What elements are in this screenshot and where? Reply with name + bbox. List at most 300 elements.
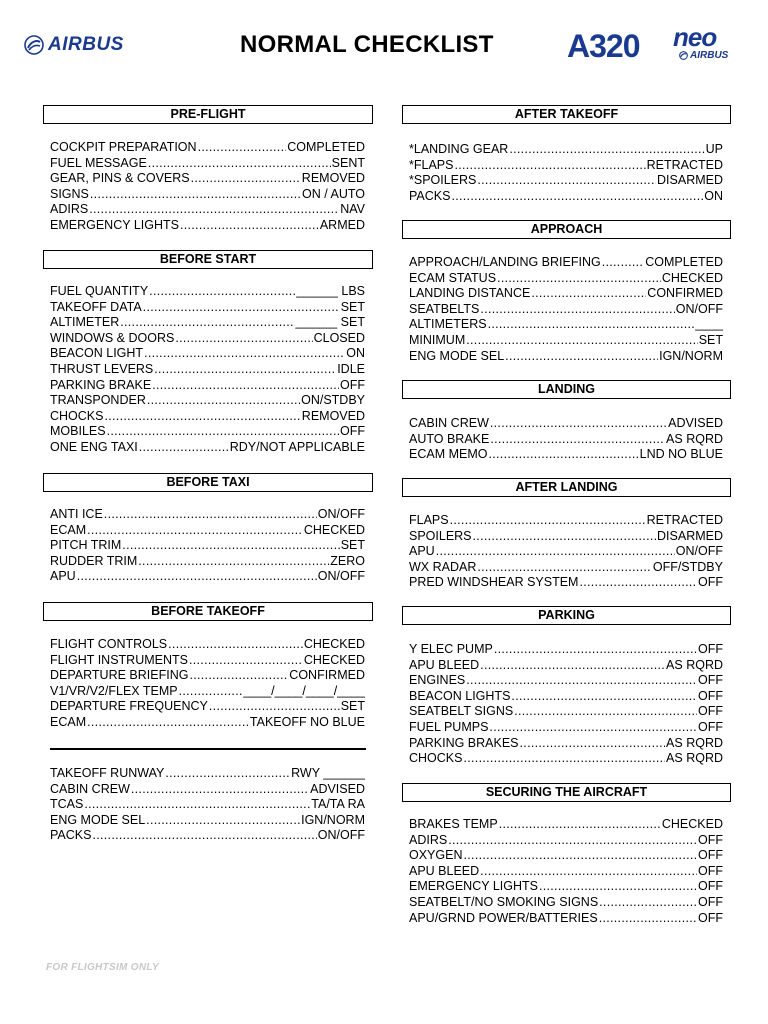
checklist-item <box>50 331 365 347</box>
checklist-item <box>409 879 723 895</box>
leader-dots <box>154 362 336 378</box>
item-label: ECAM <box>50 522 87 537</box>
section-list-before-start <box>50 284 365 456</box>
item-value: ON/STDBY <box>301 393 365 408</box>
item-label: ALTIMETERS <box>409 317 487 332</box>
item-label: CHOCKS <box>409 751 463 766</box>
a320neo-logo <box>567 22 737 68</box>
item-value: CHECKED <box>303 522 365 537</box>
item-value: TAKEOFF NO BLUE <box>249 714 365 729</box>
item-label: WINDOWS & DOORS <box>50 330 175 345</box>
item-label: TRANSPONDER <box>50 393 146 408</box>
model-brand <box>679 50 728 61</box>
item-value: ON/OFF <box>317 828 365 843</box>
leader-dots <box>477 173 656 189</box>
item-value: CONFIRMED <box>289 668 365 683</box>
airbus-swirl-icon <box>24 35 44 55</box>
item-value: IGN/NORM <box>659 348 723 363</box>
item-label: ENGINES <box>409 673 466 688</box>
section-title-securing: SECURING THE AIRCRAFT <box>402 783 731 802</box>
leader-dots <box>84 797 310 813</box>
leader-dots <box>180 218 319 234</box>
item-label: ECAM MEMO <box>409 447 488 462</box>
leader-dots <box>168 637 303 653</box>
item-value: RETRACTED <box>646 157 723 172</box>
leader-dots <box>489 720 697 736</box>
leader-dots <box>497 271 661 287</box>
item-label: AUTO BRAKE <box>409 431 490 446</box>
item-label: RUDDER TRIM <box>50 553 138 568</box>
checklist-item <box>50 202 365 218</box>
checklist-item <box>50 378 365 394</box>
leader-dots <box>511 689 697 705</box>
checklist-item <box>50 813 365 829</box>
item-label: APU <box>409 544 435 559</box>
checklist-item <box>409 416 723 432</box>
page-title: NORMAL CHECKLIST <box>240 31 494 58</box>
footer-note: FOR FLIGHTSIM ONLY <box>46 962 159 973</box>
checklist-item <box>409 189 723 205</box>
item-label: BRAKES TEMP <box>409 817 498 831</box>
item-label: EMERGENCY LIGHTS <box>409 879 538 894</box>
leader-dots <box>146 813 300 829</box>
leader-dots <box>148 156 331 172</box>
item-label: BEACON LIGHTS <box>409 688 511 703</box>
checklist-item <box>50 284 365 300</box>
leader-dots <box>152 378 339 394</box>
item-value: OFF <box>698 832 723 847</box>
item-label: ECAM STATUS <box>409 270 497 285</box>
item-label: APPROACH/LANDING BRIEFING <box>409 255 601 269</box>
item-label: TAKEOFF RUNWAY <box>50 766 165 780</box>
leader-dots <box>490 416 667 432</box>
item-value: OFF <box>340 377 365 392</box>
section-title-after-takeoff: AFTER TAKEOFF <box>402 105 731 124</box>
checklist-item <box>409 833 723 849</box>
item-value: ______ LBS <box>296 284 365 298</box>
item-value: OFF <box>698 719 723 734</box>
item-value: ON/OFF <box>675 544 723 559</box>
item-value: ON/OFF <box>675 301 723 316</box>
item-value: RDY/NOT APPLICABLE <box>229 439 365 454</box>
checklist-item <box>50 424 365 440</box>
airbus-wordmark: AIRBUS <box>48 34 124 55</box>
item-value: ON / AUTO <box>302 186 365 201</box>
checklist-item <box>409 158 723 174</box>
item-label: MINIMUM <box>409 332 466 347</box>
checklist-item <box>50 218 365 234</box>
section-title-before-takeoff: BEFORE TAKEOFF <box>43 602 373 621</box>
item-value: CHECKED <box>303 652 365 667</box>
checklist-item <box>409 673 723 689</box>
leader-dots <box>466 673 697 689</box>
section-list-before-takeoff <box>50 637 365 731</box>
checklist-item <box>409 560 723 576</box>
item-value: OFF <box>698 894 723 909</box>
checklist-item <box>409 751 723 767</box>
item-label: FUEL MESSAGE <box>50 155 147 170</box>
item-label: PARKING BRAKES <box>409 735 519 750</box>
item-label: DEPARTURE BRIEFING <box>50 668 189 683</box>
item-label: THRUST LEVERS <box>50 361 154 376</box>
checklist-item <box>409 544 723 560</box>
item-label: FLAPS <box>409 513 449 527</box>
item-value: OFF <box>698 848 723 863</box>
leader-dots <box>122 538 339 554</box>
leader-dots <box>520 736 666 752</box>
leader-dots <box>149 284 295 300</box>
item-label: FLIGHT INSTRUMENTS <box>50 652 188 667</box>
leader-dots <box>451 189 703 205</box>
item-label: EMERGENCY LIGHTS <box>50 217 179 232</box>
leader-dots <box>463 751 665 767</box>
leader-dots <box>509 142 704 158</box>
item-value: CHECKED <box>661 270 723 285</box>
item-label: APU <box>50 569 76 584</box>
item-value: RETRACTED <box>646 513 723 527</box>
item-value: NAV <box>340 202 365 217</box>
checklist-item <box>409 271 723 287</box>
leader-dots <box>179 684 243 700</box>
checklist-item <box>409 349 723 365</box>
item-label: ENG MODE SEL <box>50 812 146 827</box>
item-label: DEPARTURE FREQUENCY <box>50 699 208 714</box>
item-value: OFF <box>698 910 723 925</box>
checklist-item <box>409 173 723 189</box>
item-label: APU BLEED <box>409 863 480 878</box>
leader-dots <box>89 202 339 218</box>
checklist-item <box>409 447 723 463</box>
item-value: ADVISED <box>310 781 365 796</box>
item-value: OFF <box>698 863 723 878</box>
checklist-item <box>50 653 365 669</box>
item-label: V1/VR/V2/FLEX TEMP <box>50 683 178 698</box>
item-value: ______ SET <box>295 315 365 330</box>
section-list-after-takeoff <box>409 142 723 204</box>
item-label: SEATBELT/NO SMOKING SIGNS <box>409 894 599 909</box>
leader-dots <box>191 171 301 187</box>
checklist-item <box>50 346 365 362</box>
section-title-before-start: BEFORE START <box>43 250 373 269</box>
item-label: PACKS <box>50 828 92 843</box>
checklist-item <box>409 704 723 720</box>
item-value: AS RQRD <box>666 657 723 672</box>
leader-dots <box>165 766 290 782</box>
item-value: AS RQRD <box>666 751 723 766</box>
section-title-parking: PARKING <box>402 606 731 625</box>
leader-dots <box>104 409 300 425</box>
item-label: FUEL PUMPS <box>409 719 489 734</box>
item-label: PACKS <box>409 188 451 203</box>
item-value: SET <box>340 699 365 714</box>
item-value: DISARMED <box>657 173 723 188</box>
item-value: OFF <box>698 642 723 656</box>
item-label: ALTIMETER <box>50 315 120 330</box>
item-label: ANTI ICE <box>50 507 103 521</box>
checklist-item <box>409 817 723 833</box>
item-label: CABIN CREW <box>50 781 130 796</box>
item-label: FUEL QUANTITY <box>50 284 149 298</box>
checklist-item <box>50 637 365 653</box>
checklist-item <box>50 393 365 409</box>
item-label: PITCH TRIM <box>50 538 122 553</box>
item-value: TA/TA RA <box>311 797 365 812</box>
checklist-item <box>50 507 365 523</box>
leader-dots <box>139 440 229 456</box>
item-label: OXYGEN <box>409 848 463 863</box>
leader-dots <box>77 569 317 585</box>
checklist-item <box>409 529 723 545</box>
checklist-item <box>50 523 365 539</box>
leader-dots <box>143 300 340 316</box>
item-value: SET <box>340 299 365 314</box>
item-label: LANDING DISTANCE <box>409 286 531 301</box>
checklist-item <box>50 569 365 585</box>
checklist-item <box>50 140 365 156</box>
item-label: TCAS <box>50 797 84 812</box>
item-value: AS RQRD <box>666 735 723 750</box>
section-title-landing: LANDING <box>402 380 731 399</box>
item-label: *SPOILERS <box>409 173 477 188</box>
checklist-item <box>50 300 365 316</box>
leader-dots <box>436 544 675 560</box>
leader-dots <box>189 668 288 684</box>
item-value: CONFIRMED <box>647 286 723 301</box>
section-title-after-landing: AFTER LANDING <box>402 478 731 497</box>
section-list-parking <box>409 642 723 767</box>
checklist-item <box>50 684 365 700</box>
section-list-securing <box>409 817 723 926</box>
leader-dots <box>198 140 287 156</box>
item-value: ARMED <box>319 217 365 232</box>
checklist-item <box>50 828 365 844</box>
item-label: SIGNS <box>50 186 89 201</box>
checklist-item <box>50 797 365 813</box>
leader-dots <box>477 560 651 576</box>
item-value: ON/OFF <box>317 569 365 584</box>
checklist-item <box>50 699 365 715</box>
section-list-after-landing <box>409 513 723 591</box>
item-value: CLOSED <box>313 330 365 345</box>
leader-dots <box>90 187 301 203</box>
checklist-item <box>50 362 365 378</box>
leader-dots <box>454 158 645 174</box>
airbus-logo <box>24 34 124 56</box>
item-value: OFF <box>340 424 365 439</box>
leader-dots <box>488 447 638 463</box>
item-label: ONE ENG TAXI <box>50 439 138 454</box>
item-label: COCKPIT PREPARATION <box>50 140 197 154</box>
item-label: ADIRS <box>409 832 448 847</box>
leader-dots <box>505 349 658 365</box>
item-label: APU BLEED <box>409 657 480 672</box>
leader-dots <box>448 833 697 849</box>
checklist-item <box>50 171 365 187</box>
section-divider <box>50 748 366 750</box>
leader-dots <box>499 817 661 833</box>
item-value: OFF <box>698 704 723 719</box>
leader-dots <box>473 529 656 545</box>
checklist-item <box>409 432 723 448</box>
leader-dots <box>92 828 316 844</box>
leader-dots <box>514 704 697 720</box>
item-value: ON <box>704 188 723 203</box>
item-label: ENG MODE SEL <box>409 348 505 363</box>
item-value: OFF <box>698 688 723 703</box>
page-header <box>0 0 768 80</box>
item-value: RWY ______ <box>291 766 365 780</box>
item-label: SEATBELT SIGNS <box>409 704 514 719</box>
checklist-item <box>50 554 365 570</box>
item-label: BEACON LIGHT <box>50 346 144 361</box>
leader-dots <box>107 424 339 440</box>
checklist-item <box>409 864 723 880</box>
leader-dots <box>87 715 249 731</box>
section-list-approach <box>409 255 723 364</box>
item-value: ON <box>346 346 365 361</box>
item-value: ____ <box>695 317 723 332</box>
section-title-pre-flight: PRE-FLIGHT <box>43 105 373 124</box>
item-label: SPOILERS <box>409 528 472 543</box>
leader-dots <box>539 879 697 895</box>
model-name: A320 <box>567 28 640 64</box>
section-list-landing <box>409 416 723 463</box>
checklist-item <box>409 736 723 752</box>
item-value: DISARMED <box>657 528 723 543</box>
checklist-item <box>50 782 365 798</box>
item-value: CHECKED <box>661 817 723 831</box>
item-value: CHECKED <box>303 637 365 651</box>
item-value: ADVISED <box>668 416 723 430</box>
section-title-before-taxi: BEFORE TAXI <box>43 473 373 492</box>
leader-dots <box>490 432 665 448</box>
model-suffix: neo <box>673 22 717 52</box>
section-list-before-takeoff-final <box>50 766 365 844</box>
leader-dots <box>120 315 294 331</box>
leader-dots <box>131 782 309 798</box>
checklist-item <box>50 156 365 172</box>
item-value: SET <box>698 332 723 347</box>
item-label: PRED WINDSHEAR SYSTEM <box>409 575 579 590</box>
leader-dots <box>480 658 665 674</box>
checklist-item <box>409 911 723 927</box>
checklist-item <box>50 187 365 203</box>
item-value: COMPLETED <box>287 140 365 154</box>
item-value: OFF <box>698 879 723 894</box>
item-label: CHOCKS <box>50 408 104 423</box>
leader-dots <box>599 911 697 927</box>
leader-dots <box>602 255 645 271</box>
checklist-item <box>409 848 723 864</box>
checklist-item <box>409 142 723 158</box>
leader-dots <box>209 699 340 715</box>
item-label: MOBILES <box>50 424 106 439</box>
checklist-item <box>409 658 723 674</box>
item-value: SENT <box>331 155 365 170</box>
section-title-approach: APPROACH <box>402 220 731 239</box>
item-value: REMOVED <box>301 408 365 423</box>
item-label: GEAR, PINS & COVERS <box>50 171 190 186</box>
checklist-item <box>50 668 365 684</box>
item-value: REMOVED <box>301 171 365 186</box>
checklist-item <box>50 715 365 731</box>
item-value: OFF <box>698 575 723 590</box>
item-value: AS RQRD <box>666 431 723 446</box>
item-value: ON/OFF <box>317 507 365 521</box>
item-value: COMPLETED <box>645 255 723 269</box>
item-value: SET <box>340 538 365 553</box>
item-value: IDLE <box>337 361 365 376</box>
item-label: TAKEOFF DATA <box>50 299 142 314</box>
item-value: ____/____/____/____ <box>243 683 365 698</box>
model-brand-text: AIRBUS <box>690 50 729 61</box>
airbus-swirl-small-icon <box>679 51 688 60</box>
leader-dots <box>144 346 345 362</box>
leader-dots <box>579 575 697 591</box>
item-value: IGN/NORM <box>301 812 365 827</box>
checklist-item <box>409 317 723 333</box>
leader-dots <box>464 848 698 864</box>
leader-dots <box>87 523 303 539</box>
item-label: ECAM <box>50 714 87 729</box>
leader-dots <box>189 653 303 669</box>
checklist-item <box>409 689 723 705</box>
leader-dots <box>494 642 697 658</box>
leader-dots <box>175 331 312 347</box>
checklist-item <box>409 302 723 318</box>
leader-dots <box>488 317 695 333</box>
item-label: *LANDING GEAR <box>409 142 509 156</box>
item-value: LND NO BLUE <box>639 447 723 462</box>
leader-dots <box>450 513 646 529</box>
checklist-item <box>409 575 723 591</box>
leader-dots <box>480 864 697 880</box>
leader-dots <box>466 333 697 349</box>
checklist-item <box>50 315 365 331</box>
checklist-item <box>50 440 365 456</box>
item-label: APU/GRND POWER/BATTERIES <box>409 910 598 925</box>
checklist-item <box>409 513 723 529</box>
item-label: SEATBELTS <box>409 301 480 316</box>
checklist-item <box>409 642 723 658</box>
leader-dots <box>104 507 317 523</box>
item-label: Y ELEC PUMP <box>409 642 493 656</box>
leader-dots <box>599 895 697 911</box>
leader-dots <box>531 286 646 302</box>
item-value: ZERO <box>330 553 365 568</box>
checklist-item <box>409 895 723 911</box>
section-list-pre-flight <box>50 140 365 234</box>
leader-dots <box>480 302 674 318</box>
section-list-before-taxi <box>50 507 365 585</box>
item-label: *FLAPS <box>409 157 454 172</box>
checklist-item <box>409 286 723 302</box>
checklist-item <box>50 766 365 782</box>
item-value: UP <box>705 142 723 156</box>
leader-dots <box>138 554 329 570</box>
item-value: OFF <box>698 673 723 688</box>
checklist-item <box>409 720 723 736</box>
item-label: CABIN CREW <box>409 416 489 430</box>
item-value: OFF/STDBY <box>652 559 723 574</box>
item-label: ADIRS <box>50 202 89 217</box>
item-label: PARKING BRAKE <box>50 377 152 392</box>
item-label: FLIGHT CONTROLS <box>50 637 168 651</box>
leader-dots <box>147 393 300 409</box>
checklist-item <box>50 409 365 425</box>
checklist-item <box>409 255 723 271</box>
item-label: WX RADAR <box>409 559 477 574</box>
